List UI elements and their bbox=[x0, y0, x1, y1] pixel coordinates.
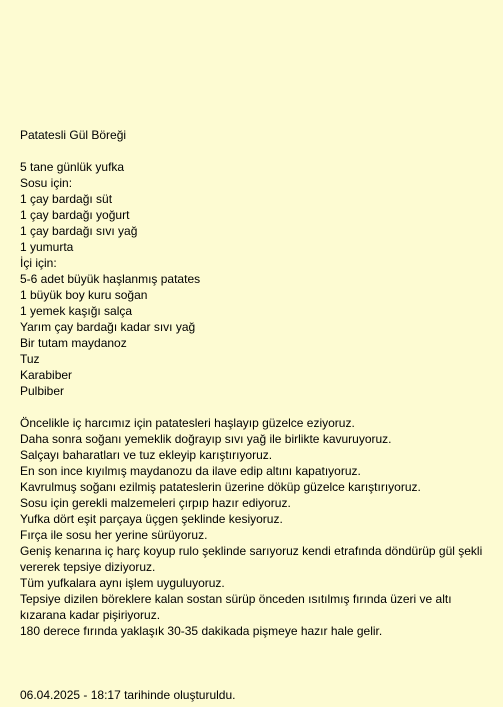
instruction-line: En son ince kıyılmış maydanozu da ilave edip altını kapatıyoruz. bbox=[20, 464, 361, 478]
instruction-line: Fırça ile sosu her yerine sürüyoruz. bbox=[20, 528, 208, 542]
instruction-line: Öncelikle iç harcımız için patatesleri haşlayıp güzelce eziyoruz. bbox=[20, 416, 355, 430]
ingredient-line: Pulbiber bbox=[20, 384, 65, 398]
created-timestamp: 06.04.2025 - 18:17 tarihinde oluşturuldu. bbox=[20, 688, 236, 702]
instruction-line: Tepsiye dizilen böreklere kalan sostan sürüp önceden ısıtılmış fırında üzeri ve altı kızarana kadar pişiriyoruz. bbox=[20, 592, 452, 622]
spacer bbox=[20, 399, 490, 415]
ingredient-line: 1 çay bardağı yoğurt bbox=[20, 208, 130, 222]
instruction-line: Tüm yufkalara aynı işlem uyguluyoruz. bbox=[20, 576, 225, 590]
instruction-line: Geniş kenarına iç harç koyup rulo şeklinde sarıyoruz kendi etrafında döndürüp gül şekli vererek tepsiye diziyoruz. bbox=[20, 544, 483, 574]
ingredient-line: Karabiber bbox=[20, 368, 73, 382]
ingredient-line: 1 çay bardağı sıvı yağ bbox=[20, 224, 138, 238]
ingredient-line: Bir tutam maydanoz bbox=[20, 336, 127, 350]
recipe-title: Patatesli Gül Böreği bbox=[20, 128, 127, 142]
ingredient-line: 1 yumurta bbox=[20, 240, 74, 254]
spacer bbox=[20, 143, 490, 159]
ingredients-list bbox=[20, 159, 490, 399]
ingredient-line: 1 çay bardağı süt bbox=[20, 192, 113, 206]
ingredient-line: 5 tane günlük yufka bbox=[20, 160, 125, 174]
ingredient-line: 5-6 adet büyük haşlanmış patates bbox=[20, 272, 201, 286]
ingredient-line: 1 büyük boy kuru soğan bbox=[20, 288, 148, 302]
instruction-line: Daha sonra soğanı yemeklik doğrayıp sıvı yağ ile birlikte kavuruyoruz. bbox=[20, 432, 392, 446]
instruction-line: Salçayı baharatları ve tuz ekleyip karıştırıyoruz. bbox=[20, 448, 273, 462]
ingredient-line: Yarım çay bardağı kadar sıvı yağ bbox=[20, 320, 196, 334]
ingredient-line: Tuz bbox=[20, 352, 40, 366]
ingredient-line: 1 yemek kaşığı salça bbox=[20, 304, 133, 318]
instructions-list bbox=[20, 415, 490, 639]
instruction-line: Yufka dört eşit parçaya üçgen şeklinde kesiyoruz. bbox=[20, 512, 283, 526]
instruction-line: Sosu için gerekli malzemeleri çırpıp hazır ediyoruz. bbox=[20, 496, 291, 510]
section-label-filling: İçi için: bbox=[20, 256, 57, 270]
recipe-document bbox=[20, 127, 490, 639]
instruction-line: Kavrulmuş soğanı ezilmiş patateslerin üzerine döküp güzelce karıştırıyoruz. bbox=[20, 480, 421, 494]
instruction-line: 180 derece fırında yaklaşık 30-35 dakikada pişmeye hazır hale gelir. bbox=[20, 624, 383, 638]
section-label-sauce: Sosu için: bbox=[20, 176, 73, 190]
